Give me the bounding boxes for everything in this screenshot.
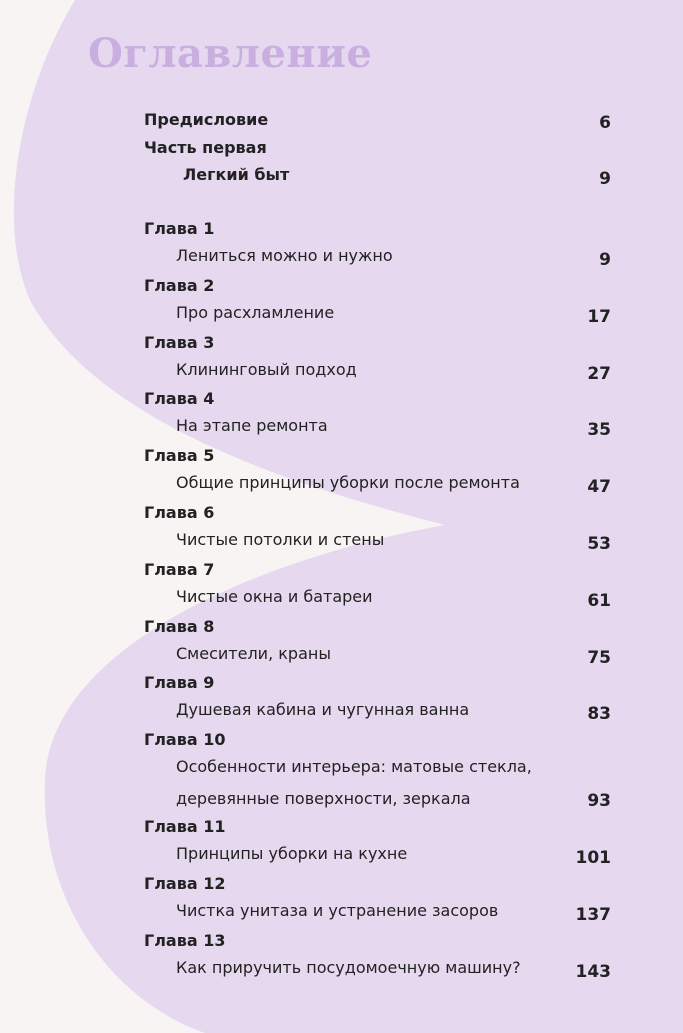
- page-number: 143: [575, 961, 611, 982]
- chapter-title: Клининговый подход: [176, 359, 357, 379]
- page-number: 53: [587, 534, 611, 554]
- chapter-label: Глава 4: [144, 389, 215, 409]
- page-number: 61: [587, 590, 611, 611]
- page-number: 47: [587, 477, 611, 498]
- chapter-title: На этапе ремонта: [176, 416, 328, 436]
- toc-chapter-title-row: [0, 755, 683, 812]
- page-number: 75: [587, 647, 611, 668]
- page-number: 17: [587, 306, 611, 327]
- chapter-label: Глава 5: [144, 446, 215, 466]
- chapter-label: Глава 8: [144, 616, 215, 636]
- chapter-title: Чистка унитаза и устранение засоров: [176, 900, 499, 920]
- chapter-title: Смесители, краны: [176, 643, 331, 663]
- chapter-label: Глава 11: [144, 817, 226, 836]
- page-number: 6: [599, 113, 611, 133]
- chapter-title-line2: деревянные поверхности, зеркала: [176, 789, 471, 809]
- chapter-label: Глава 1: [144, 219, 215, 238]
- chapter-label: Глава 9: [144, 673, 215, 693]
- chapter-title: Чистые потолки и стены: [176, 530, 385, 549]
- part-label: Часть первая: [144, 138, 267, 157]
- preface-label: Предисловие: [144, 110, 269, 129]
- page-number: 9: [599, 250, 611, 270]
- chapter-title: Как приручить посудомоечную машину?: [176, 957, 521, 977]
- page-number: 93: [587, 791, 611, 812]
- chapter-title: Чистые окна и батареи: [176, 586, 373, 606]
- page-number: 137: [575, 904, 611, 925]
- chapter-label: Глава 7: [144, 559, 215, 579]
- page-number: 83: [587, 704, 611, 725]
- toc-chapter-title-row: [0, 956, 683, 990]
- chapter-title: Общие принципы уборки после ремонта: [176, 473, 520, 493]
- chapter-label: Глава 13: [144, 930, 226, 950]
- part-title: Легкий быт: [183, 165, 290, 184]
- page-title: Оглавление: [88, 30, 373, 77]
- page-number: 35: [587, 420, 611, 441]
- chapter-title: Душевая кабина и чугунная ванна: [176, 700, 470, 720]
- chapter-title: Лениться можно и нужно: [176, 246, 393, 265]
- toc-entry-part-title: [0, 163, 683, 197]
- page-number: 101: [575, 848, 611, 868]
- chapter-label: Глава 10: [144, 730, 226, 750]
- chapter-title: Особенности интерьера: матовые стекла,: [176, 757, 532, 777]
- page-number: 27: [587, 363, 611, 384]
- chapter-label: Глава 12: [144, 873, 226, 893]
- page-number: 9: [599, 169, 611, 189]
- chapter-label: Глава 2: [144, 275, 215, 295]
- chapter-title: Про расхламление: [176, 302, 335, 322]
- chapter-title: Принципы уборки на кухне: [176, 844, 408, 863]
- chapter-label: Глава 6: [144, 503, 215, 522]
- chapter-label: Глава 3: [144, 332, 215, 352]
